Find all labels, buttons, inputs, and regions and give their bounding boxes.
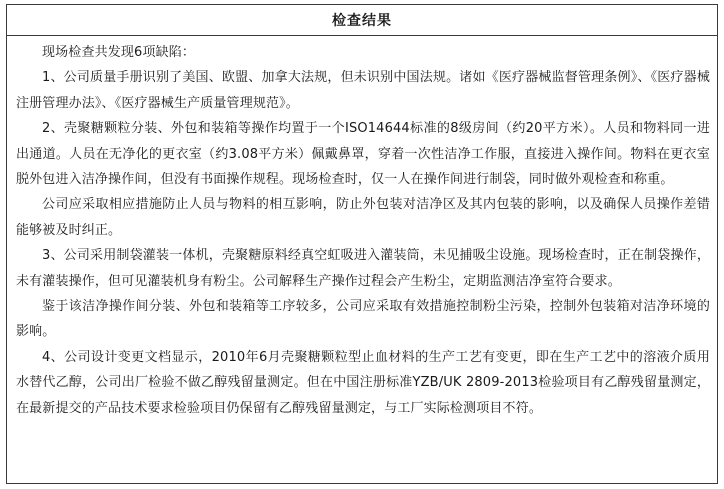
paragraph-defect-3: 3、公司采用制袋灌装一体机，壳聚糖原料经真空虹吸进入灌装筒，未见捕吸尘设施。现场检查时，正在制袋操作，未有灌装操作，但可见灌装机身有粉尘。公司解释生产操作过程会产生粉尘，定期监测洁净室符合要求。: [16, 248, 710, 289]
paragraph-defect-3-action: 鉴于该洁净操作间分装、外包和装箱等工序较多，公司应采取有效措施控制粉尘污染，控制外包装箱对洁净环境的影响。: [16, 299, 710, 340]
paragraph-defect-2-action: 公司应采取相应措施防止人员与物料的相互影响，防止外包装对洁净区及其内包装的影响，以及确保人员操作差错能够被及时纠正。: [16, 197, 710, 238]
paragraph-defect-2: 2、壳聚糖颗粒分装、外包和装箱等操作均置于一个ISO14644标准的8级房间（约20平方米）。人员和物料同一进出通道。人员在无净化的更衣室（约3.08平方米）佩戴鼻罩，穿着一次性洁净工作服，直接进入操作间。物料在更衣室脱外包进入洁净操作间，但没有书面操作规程。现场检查时，仅一人在操作间进行制袋，同时做外观检查和称重。: [16, 121, 710, 188]
paragraph-defect-4: 4、公司设计变更文档显示，2010年6月壳聚糖颗粒型止血材料的生产工艺有变更，即在生产工艺中的溶液介质用水替代乙醇，公司出厂检验不做乙醇残留量测定。但在中国注册标准YZB/UK 2809-2013检验项目有乙醇残留量测定，在最新提交的产品技术要求检验项目仍保留有乙醇残留量测定，与工厂实际检测项目不符。: [16, 349, 710, 416]
inspection-results-table: [6, 4, 718, 484]
results-content: [7, 36, 717, 421]
table-header: 检查结果: [7, 5, 717, 36]
paragraph-defect-1: 1、公司质量手册识别了美国、欧盟、加拿大法规，但未识别中国法规。诸如《医疗器械监督管理条例》、《医疗器械注册管理办法》、《医疗器械生产质量管理规范》。: [16, 70, 710, 111]
paragraph-summary: 现场检查共发现6项缺陷：: [42, 45, 196, 60]
